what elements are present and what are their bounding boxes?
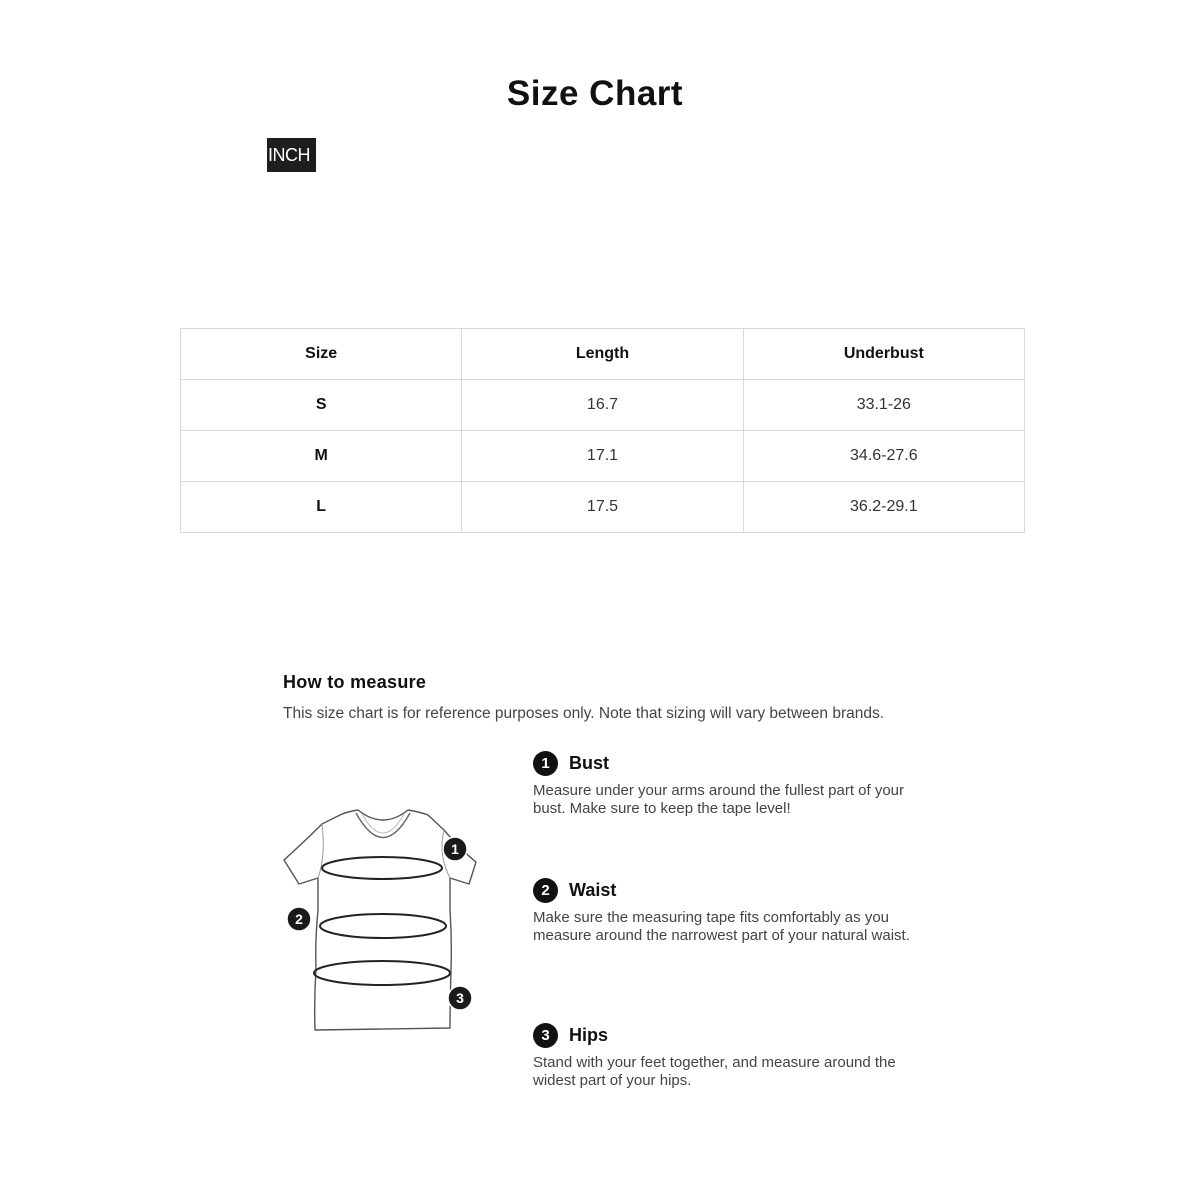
- marker-1-label: 1: [451, 841, 459, 857]
- measure-step-bust: [533, 750, 933, 818]
- column-header-size: Size: [181, 329, 462, 380]
- step-description: Make sure the measuring tape fits comfortably as you measure around the narrowest part of your natural waist.: [533, 909, 910, 944]
- step-description: Measure under your arms around the fullest part of your bust. Make sure to keep the tape level!: [533, 782, 905, 817]
- length-cell: 17.5: [462, 482, 743, 533]
- how-to-measure-title: How to measure: [283, 672, 427, 692]
- underbust-cell: 36.2-29.1: [743, 482, 1024, 533]
- size-cell: S: [181, 380, 462, 431]
- marker-3-icon: [448, 986, 472, 1010]
- length-cell: 16.7: [462, 380, 743, 431]
- marker-2-label: 2: [295, 911, 303, 927]
- step-label: Hips: [569, 1024, 609, 1045]
- marker-3-label: 3: [456, 990, 464, 1006]
- column-header-underbust: Underbust: [743, 329, 1024, 380]
- marker-1-icon: [443, 837, 467, 861]
- step-number-badge: 3: [533, 1023, 558, 1048]
- step-number-badge: 1: [533, 751, 558, 776]
- table-header-row: [181, 329, 1025, 380]
- size-cell: L: [181, 482, 462, 533]
- how-to-measure-note: This size chart is for reference purposes only. Note that sizing will vary between brands.: [283, 705, 885, 722]
- length-cell: 17.1: [462, 431, 743, 482]
- underbust-cell: 33.1-26: [743, 380, 1024, 431]
- table-row: [181, 380, 1025, 431]
- table-row: [181, 482, 1025, 533]
- unit-tab-inch[interactable]: INCH: [267, 138, 316, 172]
- size-cell: M: [181, 431, 462, 482]
- size-table: [180, 328, 1025, 533]
- measure-step-waist: [533, 877, 933, 945]
- step-label: Bust: [569, 752, 609, 773]
- marker-2-icon: [287, 907, 311, 931]
- step-label: Waist: [569, 879, 617, 900]
- step-number-badge: 2: [533, 878, 558, 903]
- table-row: [181, 431, 1025, 482]
- page-title: Size Chart: [506, 74, 684, 113]
- step-description: Stand with your feet together, and measure around the widest part of your hips.: [533, 1054, 896, 1089]
- shirt-measure-illustration: [278, 800, 488, 1040]
- underbust-cell: 34.6-27.6: [743, 431, 1024, 482]
- measure-step-hips: [533, 1022, 933, 1090]
- column-header-length: Length: [462, 329, 743, 380]
